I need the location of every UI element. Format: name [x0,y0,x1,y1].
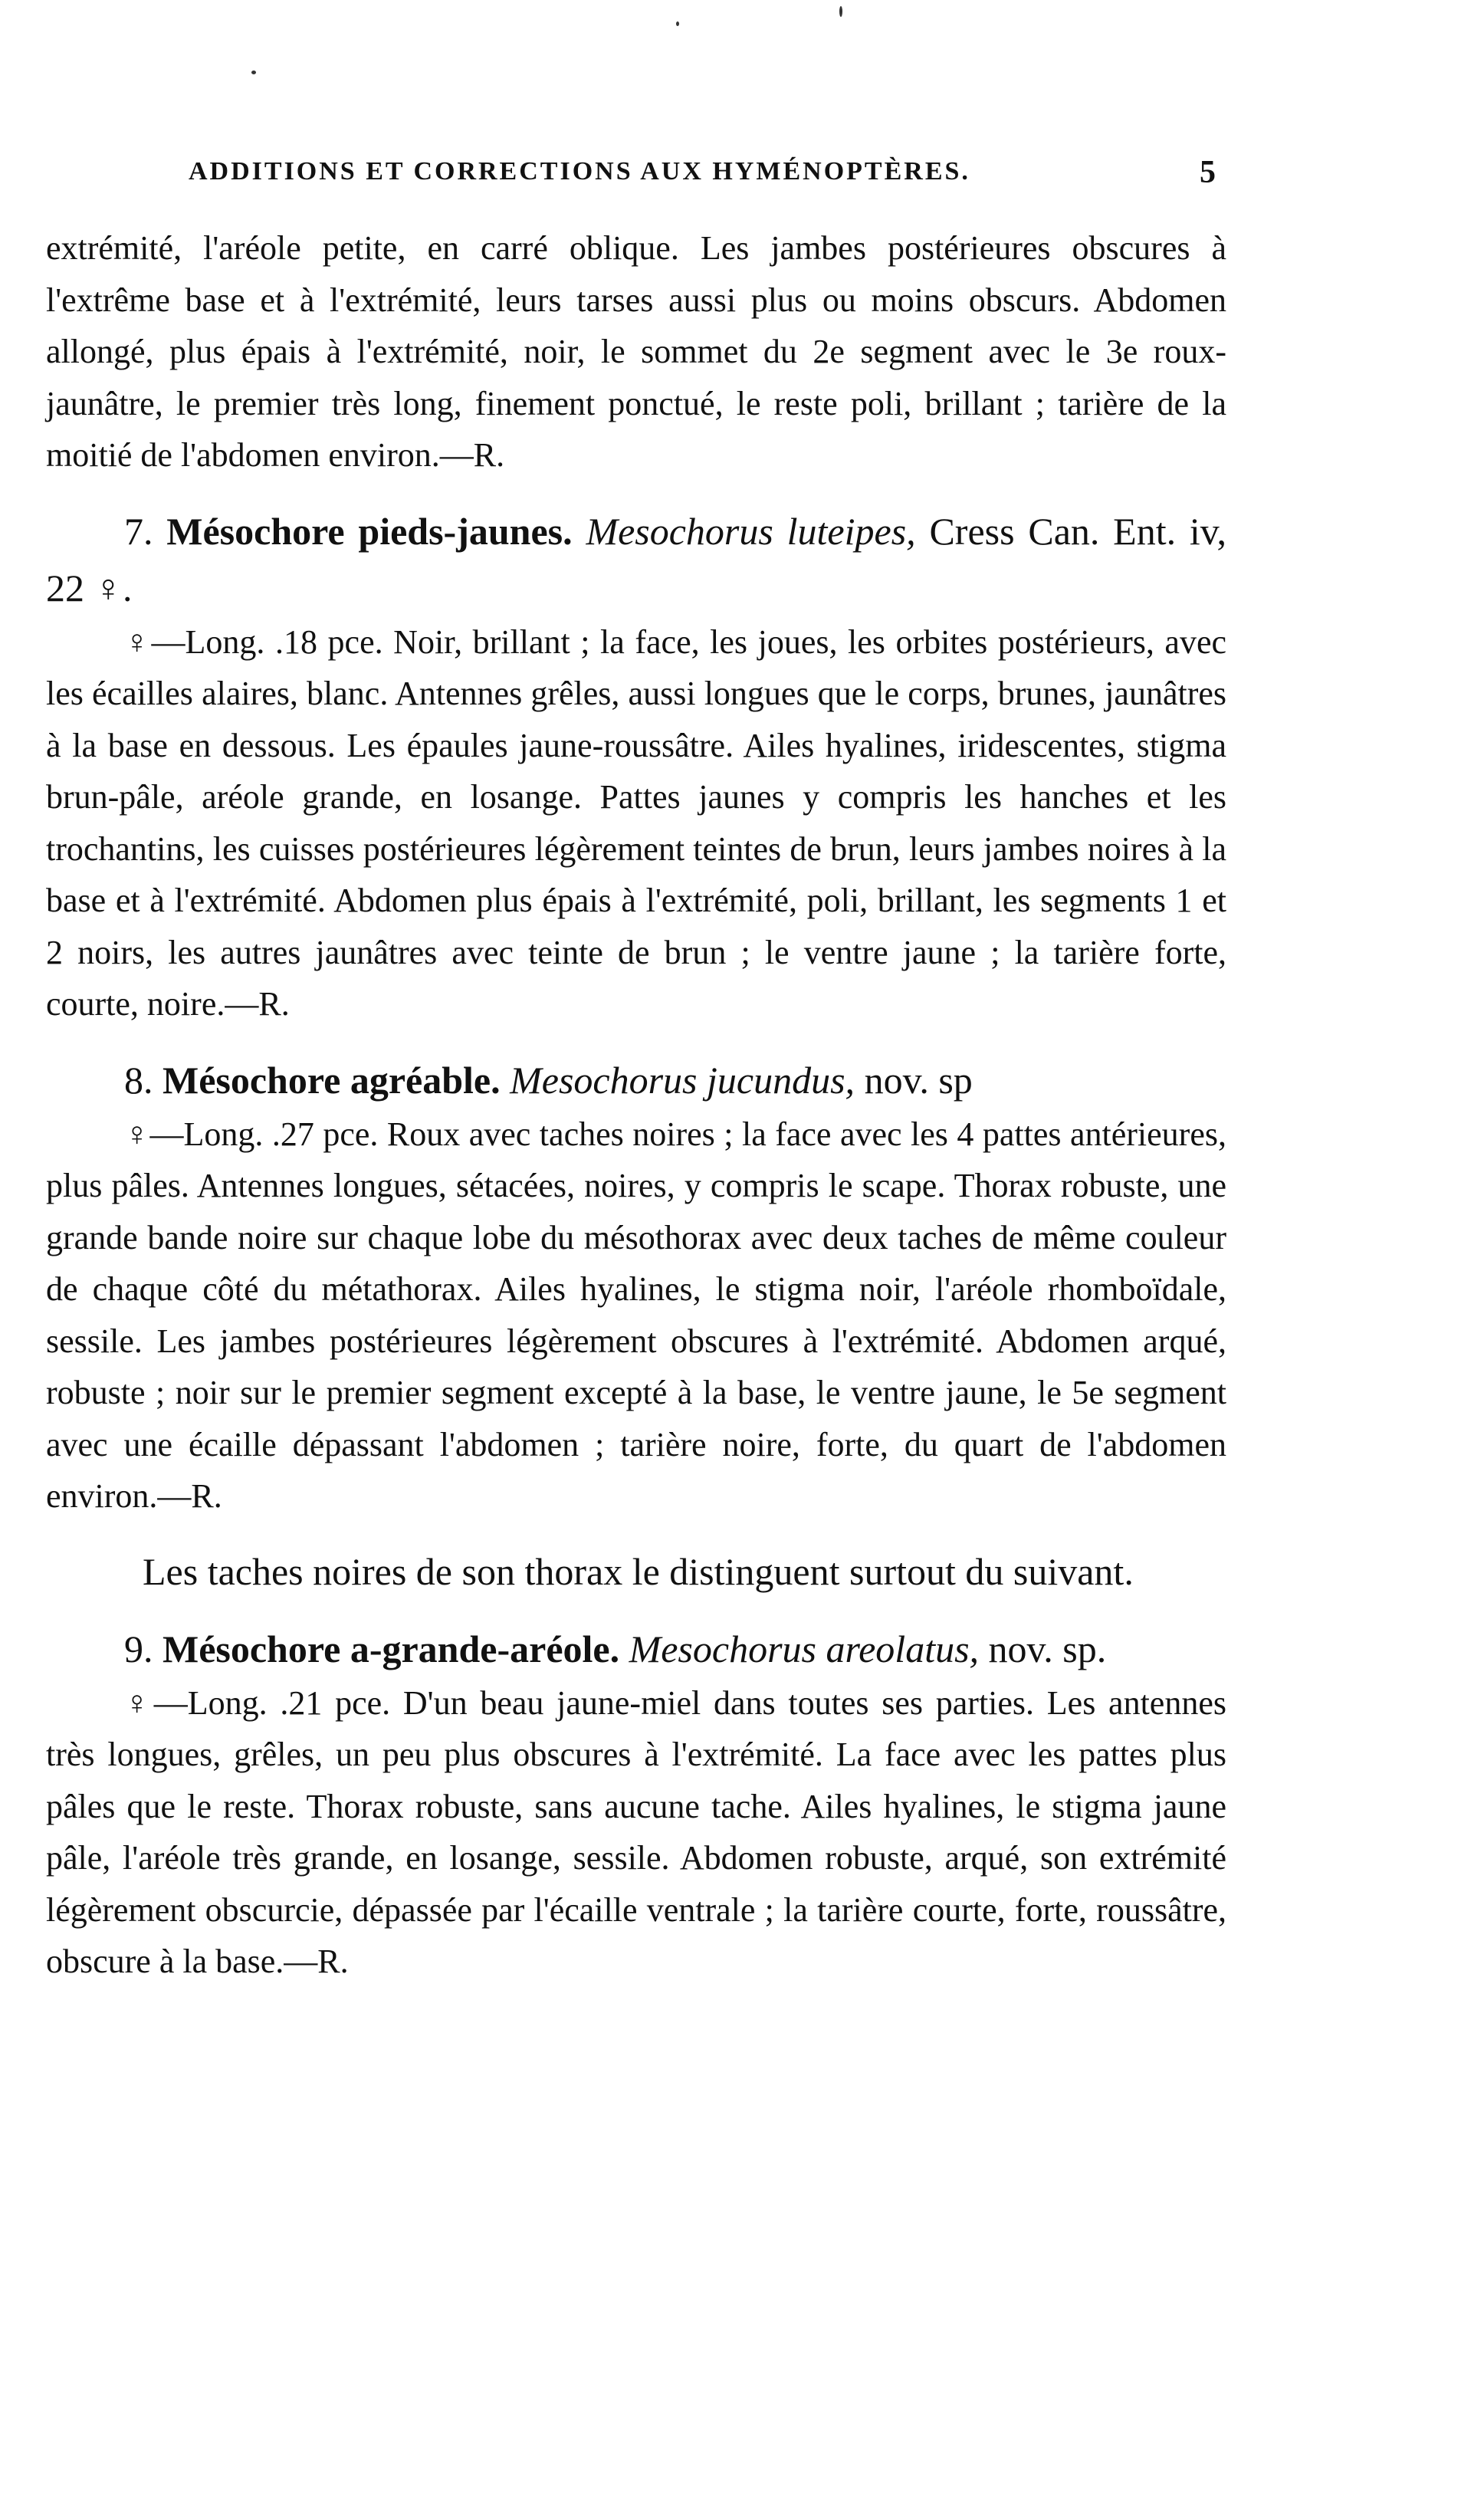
species-authority: Cress Can. Ent. iv, 22 ♀. [46,509,1227,609]
species-common-name: Mésochore pieds-jaunes. [166,509,573,553]
page-header [189,157,1216,203]
species-heading-8 [46,1052,1226,1108]
species-common-name: Mésochore a-grande-aréole. [163,1627,620,1670]
body-text [46,222,1226,1988]
species-heading-9 [46,1621,1226,1677]
print-speck [839,6,842,17]
species-heading-7 [46,503,1226,616]
species-number: 7. [124,509,153,553]
print-speck [251,71,256,74]
species-number: 9. [124,1627,153,1670]
species-description-9: ♀—Long. .21 pce. D'un beau jaune-miel dans toutes ses parties. Les antennes très longues, grêles, un peu plus obscures à l'extrémité. La face avec les pattes plus pâles que le reste. Thorax robuste, sans aucune tache. Ailes hyalines, le stigma jaune pâle, l'aréole très grande, en losange, sessile. Abdomen robuste, arqué, son extrémité légèrement obscurcie, dépassée par l'écaille ventrale ; la tarière courte, forte, roussâtre, obscure à la base.—R. [46,1683,1226,1980]
running-head: ADDITIONS ET CORRECTIONS AUX HYMÉNOPTÈRES. [189,157,970,186]
print-speck [676,21,679,26]
species-authority: nov. sp [864,1058,973,1102]
species-common-name: Mésochore agréable. [163,1058,501,1102]
species-latin-name: Mesochorus luteipes, [586,509,916,553]
species-authority: nov. sp. [988,1627,1107,1670]
species-latin-name: Mesochorus jucundus, [510,1058,855,1102]
species-remark-8: Les taches noires de son thorax le distinguent surtout du suivant. [143,1549,1134,1593]
species-description-8: ♀—Long. .27 pce. Roux avec taches noires ; la face avec les 4 pattes antérieures, plus pâles. Antennes longues, sétacées, noires, y compris le scape. Thorax robuste, une grande bande noire sur chaque lobe du mésothorax avec deux taches de même couleur de chaque côté du métathorax. Ailes hyalines, le stigma noir, l'aréole rhomboïdale, sessile. Les jambes postérieures légèrement obscures à l'extrémité. Abdomen arqué, robuste ; noir sur le premier segment excepté à la base, le ventre jaune, le 5e segment avec une écaille dépassant l'abdomen ; tarière noire, forte, du quart de l'abdomen environ.—R. [46,1115,1226,1515]
page-number: 5 [1200,155,1216,190]
species-latin-name: Mesochorus areolatus, [629,1627,980,1670]
species-number: 8. [124,1058,153,1102]
continuation-paragraph: extrémité, l'aréole petite, en carré oblique. Les jambes postérieures obscures à l'extrême base et à l'extrémité, leurs tarses aussi plus ou moins obscurs. Abdomen allongé, plus épais à l'extrémité, noir, le sommet du 2e segment avec le 3e roux-jaunâtre, le premier très long, finement ponctué, le reste poli, brillant ; tarière de la moitié de l'abdomen environ.—R. [46,229,1226,474]
species-description-7: ♀—Long. .18 pce. Noir, brillant ; la face, les joues, les orbites postérieurs, avec les écailles alaires, blanc. Antennes grêles, aussi longues que le corps, brunes, jaunâtres à la base en dessous. Les épaules jaune-roussâtre. Ailes hyalines, iridescentes, stigma brun-pâle, aréole grande, en losange. Pattes jaunes y compris les hanches et les trochantins, les cuisses postérieures légèrement teintes de brun, leurs jambes noires à la base et à l'extrémité. Abdomen plus épais à l'extrémité, poli, brillant, les segments 1 et 2 noirs, les autres jaunâtres avec teinte de brun ; le ventre jaune ; la tarière forte, courte, noire.—R. [46,622,1226,1023]
